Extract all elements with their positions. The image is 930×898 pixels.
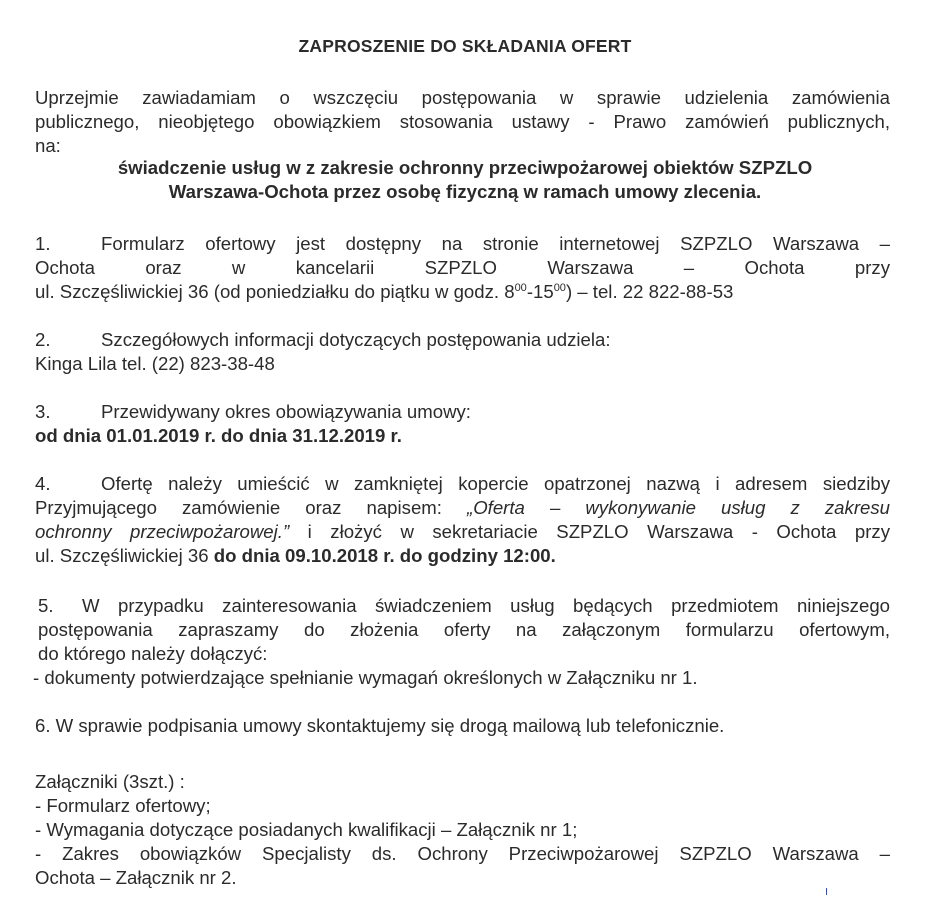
- item-number: 5.: [38, 595, 54, 616]
- item-text: Szczegółowych informacji dotyczących postępowania udziela:: [101, 329, 611, 350]
- contract-period: od dnia 01.01.2019 r. do dnia 31.12.2019 r.: [35, 425, 402, 446]
- intro-line: publicznego, nieobjętego obowiązkiem stosowania ustawy - Prawo zamówień publicznych,: [35, 111, 890, 132]
- deadline: do dnia 09.10.2018 r. do godziny 12:00.: [213, 545, 556, 566]
- item-text: Przewidywany okres obowiązywania umowy:: [101, 401, 471, 422]
- intro-line: Uprzejmie zawiadamiam o wszczęciu postępowania w sprawie udzielenia zamówienia: [35, 87, 890, 108]
- subject-line: Warszawa-Ochota przez osobę fizyczną w ramach umowy zlecenia.: [168, 181, 762, 202]
- attachment-item: - Zakres obowiązków Specjalisty ds. Ochrony Przeciwpożarowej SZPZLO Warszawa –: [35, 843, 890, 864]
- subject-heading: [35, 156, 895, 204]
- item-text: do którego należy dołączyć:: [38, 643, 268, 664]
- item-number: 4.: [35, 473, 51, 494]
- attachment-item: - Formularz ofertowy;: [35, 795, 211, 816]
- item-text: Przyjmującego zamówienie oraz napisem:: [35, 497, 468, 518]
- item-5: [38, 594, 890, 666]
- item-text: -15: [526, 281, 554, 302]
- subject-line: świadczenie usług w z zakresie ochronny przeciwpożarowej obiektów SZPZLO: [117, 157, 813, 178]
- item-1: [35, 232, 890, 304]
- item-number: 1.: [35, 233, 51, 254]
- item-text: 6. W sprawie podpisania umowy skontaktujemy się drogą mailową lub telefonicznie.: [35, 715, 725, 736]
- item-3: [35, 400, 890, 448]
- document-title: ZAPROSZENIE DO SKŁADANIA OFERT: [298, 36, 632, 56]
- envelope-label: ochronny przeciwpożarowej.”: [35, 521, 290, 542]
- item-text: postępowania zapraszamy do złożenia oferty na załączonym formularzu ofertowym,: [38, 619, 890, 640]
- item-text: ) – tel. 22 822-88-53: [565, 281, 734, 302]
- item-text: ul. Szczęśliwickiej 36 (od poniedziałku do piątku w godz. 8: [35, 281, 515, 302]
- item-5-bullet: [33, 666, 888, 690]
- item-2: [35, 328, 890, 376]
- attachment-item: - Wymagania dotyczące posiadanych kwalifikacji – Załącznik nr 1;: [35, 819, 578, 840]
- item-text: ul. Szczęśliwickiej 36: [35, 545, 214, 566]
- item-number: 2.: [35, 329, 51, 350]
- pen-mark: [826, 888, 827, 895]
- attachments-header: Załączniki (3szt.) :: [35, 771, 185, 792]
- item-number: 3.: [35, 401, 51, 422]
- item-text: Formularz ofertowy jest dostępny na stronie internetowej SZPZLO Warszawa –: [101, 233, 890, 254]
- item-text: Ochota oraz w kancelarii SZPZLO Warszawa – Ochota przy: [35, 257, 890, 278]
- attachment-item: Ochota – Załącznik nr 2.: [35, 867, 237, 888]
- bullet-text: - dokumenty potwierdzające spełnianie wymagań określonych w Załączniku nr 1.: [33, 667, 698, 688]
- item-text: W przypadku zainteresowania świadczeniem usług będących przedmiotem niniejszego: [82, 595, 890, 616]
- item-text: Kinga Lila tel. (22) 823-38-48: [35, 353, 275, 374]
- attachments: [35, 770, 890, 890]
- item-4: [35, 472, 890, 568]
- intro-line: na:: [35, 135, 61, 156]
- superscript: 00: [514, 282, 527, 294]
- envelope-label: „Oferta – wykonywanie usług z zakresu: [467, 497, 890, 518]
- superscript: 00: [553, 282, 566, 294]
- item-text: i złożyć w sekretariacie SZPZLO Warszawa - Ochota przy: [289, 521, 890, 542]
- intro-paragraph: [35, 86, 890, 158]
- item-text: Ofertę należy umieścić w zamkniętej kopercie opatrzonej nazwą i adresem siedziby: [101, 473, 890, 494]
- item-6: [35, 714, 890, 738]
